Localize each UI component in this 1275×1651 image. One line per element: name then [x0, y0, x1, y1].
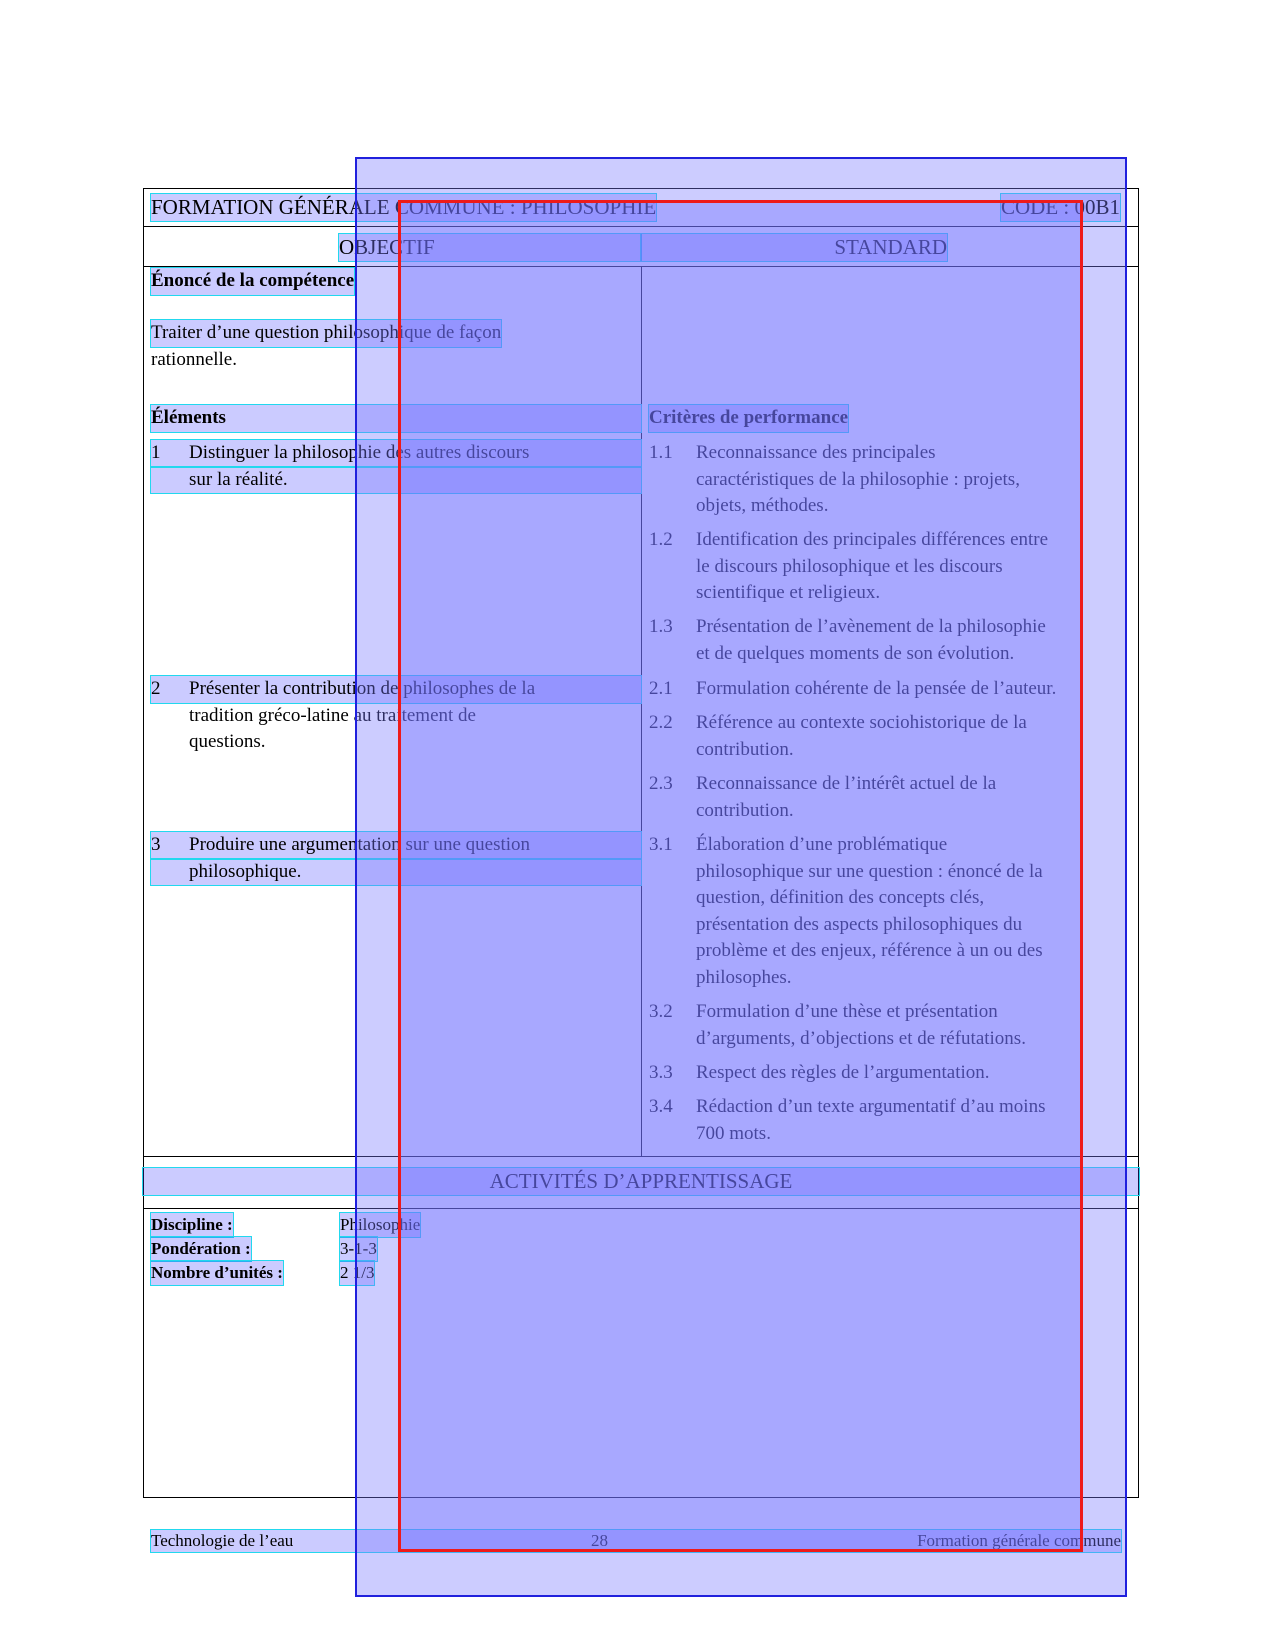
elements-heading: Éléments: [151, 405, 641, 432]
critere-item: 2.1 Formulation cohérente de la pensée de l’auteur.: [649, 678, 1057, 699]
element-item: 2 Présenter la contribution de philosophes de la tradition gréco-latine au traitement de questions.: [151, 676, 641, 756]
critere-item: 3.3 Respect des règles de l’argumentation.: [649, 1062, 990, 1083]
course-code: CODE : 00B1: [1001, 195, 1121, 219]
competence-line: Traiter d’une question philosophique de façon: [151, 320, 501, 347]
competence-heading: Énoncé de la compétence: [151, 268, 354, 295]
discipline-label: Discipline :: [151, 1213, 233, 1237]
footer-right: Formation générale commune: [917, 1531, 1121, 1550]
discipline-value: Philosophie: [340, 1213, 420, 1237]
critere-item: 2.3 Reconnaissance de l’intérêt actuel de la contribution.: [649, 773, 997, 821]
element-item: 3 Produire une argumentation sur une question philosophique.: [151, 832, 641, 885]
critere-item: 3.2 Formulation d’une thèse et présentation d’arguments, d’objections et de réfutations.: [649, 1001, 1026, 1049]
footer-left: Technologie de l’eau: [151, 1531, 294, 1550]
critere-item: 3.4 Rédaction d’un texte argumentatif d’au moins 700 mots.: [649, 1096, 1046, 1144]
page-number: 28: [591, 1531, 608, 1550]
column-heading-objectif: OBJECTIF: [339, 234, 641, 261]
element-item: 1 Distinguer la philosophie des autres discours sur la réalité.: [151, 440, 641, 493]
critere-item: 1.1 Reconnaissance des principales caractéristiques de la philosophie : projets, objets, méthodes.: [649, 442, 1020, 516]
competence-line: rationnelle.: [151, 348, 237, 370]
selection-overlay-inner: [398, 200, 1083, 1552]
criteres-heading: Critères de performance: [649, 405, 848, 432]
unites-label: Nombre d’unités :: [151, 1261, 283, 1285]
ponderation-value: 3-1-3: [340, 1237, 377, 1261]
critere-item: 1.3 Présentation de l’avènement de la philosophie et de quelques moments de son évolution.: [649, 616, 1046, 664]
column-heading-standard: STANDARD: [641, 234, 947, 261]
document-title: FORMATION GÉNÉRALE COMMUNE : PHILOSOPHIE: [151, 195, 657, 219]
unites-value: 2 1/3: [340, 1261, 374, 1285]
ponderation-label: Pondération :: [151, 1237, 251, 1261]
activites-heading: ACTIVITÉS D’APPRENTISSAGE: [143, 1168, 1139, 1195]
critere-item: 3.1 Élaboration d’une problématique philosophique sur une question : énoncé de la question, définition des concepts clés, présentation des aspects philosophiques du problème et des enjeux, référence à un ou des philosophes.: [649, 834, 1043, 988]
critere-item: 1.2 Identification des principales différences entre le discours philosophique et les discours scientifique et religieux.: [649, 529, 1049, 603]
critere-item: 2.2 Référence au contexte sociohistorique de la contribution.: [649, 712, 1027, 760]
